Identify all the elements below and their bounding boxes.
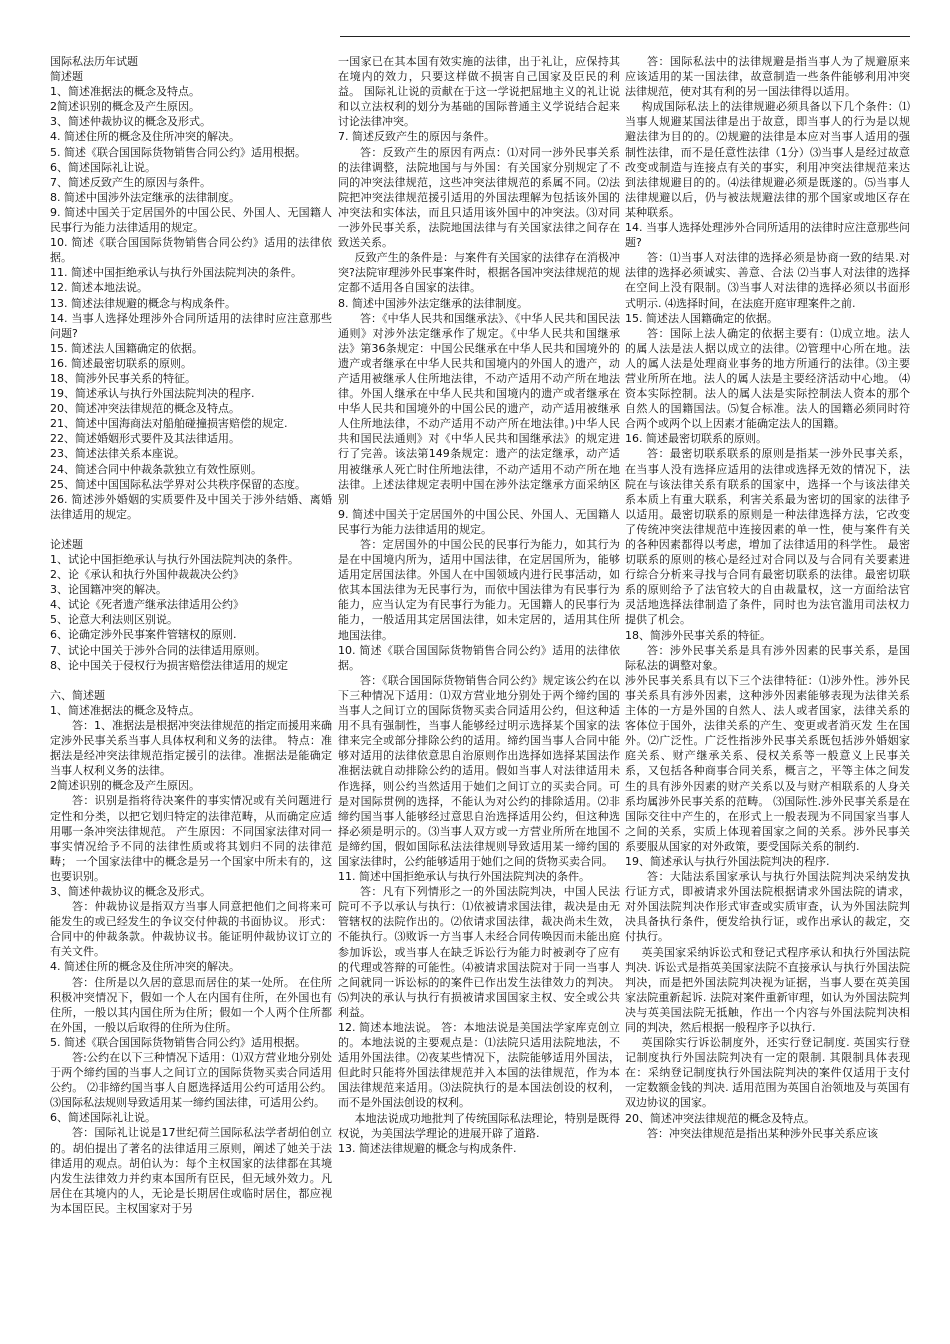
- paragraph: 16. 简述最密切联系的原则。: [50, 356, 192, 370]
- paragraph: 3、简述仲裁协议的概念及形式。: [50, 115, 211, 129]
- paragraph: 8. 简述中国涉外法定继承的法律制度。: [50, 190, 240, 204]
- paragraph: 答：国际上法人确定的依据主要有：⑴成立地。法人的属人法是法人据以成立的法律。⑵管理中心所在地。法人的属人法是处理商业事务的地方所通行的法律。⑶主要营业所所在地。法人的属人法是主要经济活动中心地。 ⑷资本实际控制。法人的属人法是实际控制法人资本的那个自然人的国籍国法。⑸复合标准。法人的国籍必须同时符合两个或两个以上因素才能确定法人的国籍。: [625, 326, 910, 431]
- paragraph: [50, 522, 332, 537]
- column-2: [338, 54, 620, 1322]
- paragraph: 9. 简述中国关于定居国外的中国公民、外国人、无国籍人民事行为能力法律适用的规定。: [338, 507, 620, 536]
- paragraph: 六、简述题: [50, 688, 105, 702]
- paragraph: 22、简述婚姻形式要件及其法律适用。: [50, 432, 240, 446]
- paragraph: 23、简述法律关系本座说。: [50, 447, 185, 461]
- paragraph: 21、简述中国海商法对船舶碰撞损害赔偿的规定.: [50, 417, 288, 431]
- paragraph: 13. 简述法律规避的概念与构成条件。: [50, 296, 236, 310]
- paragraph: 11. 简述中国拒绝承认与执行外国法院判决的条件。: [50, 266, 302, 280]
- paragraph: 构成国际私法上的法律规避必须具备以下几个条件：⑴当事人规避某国法律是出于故意，即当事人的行为是以规避法律为目的的。⑵规避的法律是本应对当事人适用的强制性法律，而不是任意性法律（1分）⑶当事人是经过故意改变或制造与连接点有关的事实，利用冲突法律规范来达到法律规避目的的。⑷法律规避必须是既遂的。⑸当事人法律规避以后，仍与被法规避法律的那个国家或地区存在某种联系。: [625, 100, 910, 219]
- paragraph: 8、论中国关于侵权行为损害赔偿法律适用的规定: [50, 658, 288, 672]
- paragraph: 11. 简述中国拒绝承认与执行外国法院判决的条件。: [338, 870, 590, 884]
- paragraph: 5、论意大利法则区别说。: [50, 613, 178, 627]
- paragraph: 答：1、准据法是根据冲突法律规范的指定而援用来确定涉外民事关系当事人具体权利和义务的法律。 特点：准据法是经冲突法律规范指定援引的法律。准据法是能确定当事人权利义务的法律。: [50, 718, 332, 778]
- paragraph: 16. 简述最密切联系的原则。: [625, 432, 767, 446]
- paragraph: 19、简述承认与执行外国法院判决的程序.: [625, 854, 830, 868]
- paragraph: 答：反致产生的原因有两点：⑴对同一涉外民事关系的法律调整，法院地国与与外国：有关国家分别规定了不同的冲突法律规范，这些冲突法律规范的系属不同。⑵法院把冲突法律规范援引适用的外国法理解为包括该外国的冲突法和实体法，而且只适用该外国中的冲突法。⑶对同一涉外民事关系，法院地国法律与有关国家法律之间存在致送关系。: [338, 145, 620, 250]
- paragraph: 18、简涉外民事关系的特征。: [50, 371, 196, 385]
- paragraph: 10. 简述《联合国国际货物销售合同公约》适用的法律依据。: [338, 643, 620, 672]
- paragraph: 9. 简述中国关于定居国外的中国公民、外国人、无国籍人民事行为能力法律适用的规定。: [50, 205, 332, 235]
- paragraph: 6、论确定涉外民事案件管辖权的原则.: [50, 628, 237, 642]
- paragraph: 6、简述国际礼让说。: [50, 1111, 156, 1125]
- paragraph: 15. 简述法人国籍确定的依据。: [625, 311, 778, 325]
- paragraph: 答：最密切联系联系的原则是指某一涉外民事关系，在当事人没有选择应适用的法律或选择无效的情况下，法院在与该法律关系有联系的国家中，选择一个与该法律关系本质上有重大联系，利害关系最为密切的国家的法律予以适用。最密切联系的原则是一种法律选择方法，它改变了传统冲突法律规范中连接因素的单一性，使与案件有关的各种因素都得以考虑，增加了法律适用的科学性。 最密切联系的原则的核心是经过对合同以及与合同有关要素进行综合分析来寻找与合同有最密切联系的法律。最密切联系的原则给予了法官较大的自由裁量权，这一方面给法官灵活地选择法律制造了条件，同时也为法官滥用司法权力提供了机会。: [625, 447, 910, 627]
- paragraph: 7、试论中国关于涉外合同的法律适用原则。: [50, 643, 266, 657]
- paragraph: 答：《联合国国际货物销售合同公约》规定该公约在以下三种情况下适用：⑴双方营业地分别处于两个缔约国的当事人之间订立的国际货物买卖合同适用公约，但这种适用不具有强制性，当事人能够经过明示选择某个国家的法律来完全或部分排除公约的适用。缔约国当事人合同中能够对适用的法律依意思自治原则作出选择如选择某国法作准据法就自动排除公约的适用。假如当事人对法律适用未作选择，则公约当然适用于她们之间订立的买卖合同。可是对国际贯例的选择，不能认为对公约的排除适用。⑵非缔约国当事人能够经过意思自治选择适用公约，但这种选择必须是明示的。⑶当事人双方或一方营业所所在地国不是缔约国，假如国际私法法律规则导致适用某一缔约国的国家法律时，公约能够适用于她们之间的货物买卖合同。: [338, 673, 620, 868]
- paragraph: 2简述识别的概念及产生原因。: [50, 779, 200, 793]
- paragraph: 3、论国籍冲突的解决。: [50, 583, 167, 597]
- paragraph: 3、简述仲裁协议的概念及形式。: [50, 884, 211, 898]
- paragraph: 答：⑴当事人对法律的选择必须是协商一致的结果.对法律的选择必须诚实、善意、合法 ⑵当事人对法律的选择在空间上没有限制。⑶当事人对法律的选择必须以书面形式明示. ⑷选择时间，在法庭开庭审理案件之前.: [625, 251, 910, 310]
- paragraph: 10. 简述《联合国国际货物销售合同公约》适用的法律依据。: [50, 236, 332, 265]
- paragraph: 反致产生的条件是：与案件有关国家的法律存在消极冲突?法院审理涉外民事案件时，根据各国冲突法律规范的规定都不适用各自国家的法律。: [338, 251, 620, 295]
- paragraph: 涉外民事关系具有以下三个法律特征：⑴涉外性。涉外民事关系具有涉外因素，这种涉外因素能够表现为法律关系主体的一方是外国的自然人、法人或者国家，法律关系的客体位于国外，法律关系的产生、变更或者消灭发 生在国外。⑵广泛性。广泛性指涉外民事关系既包括涉外婚姻家庭关系、财产继承关系、侵权关系等一般意义上民事关系，又包括各种商事合同关系，概言之，平等主体之间发生的具有涉外因素的财产关系以及与财产相联系的人身关系均属涉外民事关系的范畴。 ⑶国际性.涉外民事关系是在国际交往中产生的，在形式上一般表现为不同国家当事人之间的关系，实质上体现着国家之间的关系。涉外民事关系要服从国家的对外政策，要受国际关系的制约.: [625, 673, 910, 853]
- paragraph: 18、简涉外民事关系的特征。: [625, 628, 771, 642]
- paragraph: 19、简述承认与执行外国法院判决的程序.: [50, 387, 255, 401]
- paragraph: 英美国家采纳诉讼式和登记式程序承认和执行外国法院判决. 诉讼式是指英美国家法院不直接承认与执行外国法院判决，而是把外国法院判决视为证据，当事人要在英美国家法院重新起诉. 法院对案件重新审理，如认为外国法院判决与英美国法院无抵触，作出一个内容与外国法院判决相同的判决，然后根据一般程序予以执行.: [625, 945, 910, 1034]
- paragraph: 7、简述反致产生的原因与条件。: [50, 175, 211, 189]
- column-1: [50, 54, 332, 1322]
- paragraph: 答：大陆法系国家承认与执行外国法院判决采纳发执行证方式，即被请求外国法院根据请求外国法院的请求，对外国法院判决作形式审查或实质审查，认为外国法院判决具备执行条件，便发给执行证，或作出承认的裁定，交付执行。: [625, 870, 910, 944]
- paragraph: 4. 简述住所的概念及住所冲突的解决。: [50, 960, 240, 974]
- paragraph: 简述题: [50, 70, 83, 84]
- paragraph: 答：住所是以久居的意思而居住的某一处所。 在住所积极冲突情况下，假如一个人在内国有住所，在外国也有住所，一般以其内国住所为住所；假如一个人两个住所都在外国，一般以后取得的住所为住所。: [50, 975, 332, 1034]
- paragraph: 论述题: [50, 537, 83, 551]
- paragraph: 答：国际私法中的法律规避是指当事人为了规避原来应该适用的某一国法律，故意制造一些条件能够利用冲突法律规范，使对其有利的另一国法律得以适用。: [625, 55, 910, 99]
- paragraph: 答：识别是指将待决案件的事实情况或有关问题进行定性和分类，以把它划归特定的法律范畴，从而确定应适用哪一条冲突法律规范。 产生原因：不同国家法律对同一事实情况给予不同的法律性质或将其划归不同的法律范畴； 一个国家法律中的概念是另一个国家中所未有的，这也要识别。: [50, 794, 332, 883]
- paragraph: 英国除实行诉讼制度外，还实行登记制度. 英国实行登记制度执行外国法院判决有一定的限制. 其限制具体表现在：采纳登记制度执行外国法院判决的案件仅适用于支付一定数额金钱的判决. 适用范围为英国自治领地及与英国有双边协议的国家。: [625, 1036, 910, 1110]
- paragraph: 15. 简述法人国籍确定的依据。: [50, 341, 203, 355]
- paragraph: 4、试论《死者遗产继承法律适用公约》: [50, 598, 244, 612]
- paragraph: 2简述识别的概念及产生原因。: [50, 100, 200, 114]
- paragraph: 4. 简述住所的概念及住所冲突的解决。: [50, 130, 240, 144]
- paragraph: 6、简述国际礼让说。: [50, 160, 156, 174]
- paragraph: 国际私法历年试题: [50, 55, 138, 68]
- paragraph: 26. 简述涉外婚姻的实质要件及中国关于涉外结婚、离婚法律适用的规定。: [50, 492, 332, 521]
- paragraph: 答：凡有下列情形之一的外国法院判决，中国人民法院可不予以承认与执行：⑴依被请求国法律，裁决是由无管辖权的法院作出的。⑵依请求国法律，裁决尚未生效，不能执行。⑶败诉一方当事人未经合同传唤因而未能出庭参加诉讼，或当事人在缺乏诉讼行为能力时被剥夺了应有的代理或答辩的可能性。⑷被请求国法院对于同一当事人之间就同一诉讼标的的案件已作出发生法律效力的判决。⑸判决的承认与执行有损被请求国国家主权、安全或公共利益。: [338, 885, 620, 1019]
- document-page: [50, 32, 910, 1322]
- paragraph: 1、简述准据法的概念及特点。: [50, 85, 200, 99]
- paragraph: 20、简述冲突法律规范的概念及特点。: [625, 1111, 815, 1125]
- paragraph: 24、简述合同中仲裁条款独立有效性原则。: [50, 462, 262, 476]
- paragraph: 答：国际礼让说是17世纪荷兰国际私法学者胡伯创立的。胡伯提出了著名的法律适用三原则，阐述了她关于法律适用的观点。胡伯认为：每个主权国家的法律都在其境内发生法律效力并约束本国所有臣民，但无域外效力。凡居住在其境内的人，无论是长期居住或临时居住，都应视为本国臣民。主权国家对于另: [50, 1126, 332, 1215]
- paragraph: 答：涉外民事关系是具有涉外因素的民事关系，是国际私法的调整对象。: [625, 643, 910, 672]
- paragraph: 本地法说成功地批判了传统国际私法理论，特别是既得权说，为美国法学理论的进展开辟了道路.: [338, 1111, 620, 1140]
- paragraph: 答：仲裁协议是指双方当事人同意把他们之间将来可能发生的或已经发生的争议交付仲裁的书面协议。 形式：合同中的仲裁条款。仲裁协议书。能证明仲裁协议订立的有关文件。: [50, 900, 332, 959]
- paragraph: 2、论《承认和执行外国仲裁裁决公约》: [50, 568, 244, 582]
- paragraph: 12. 简述本地法说。 答：本地法说是美国法学家库克创立的。本地法说的主要观点是：⑴法院只适用法院地法，不适用外国法律。⑵夜某些情况下，法院能够适用外国法，但此时只能将外国法律规范并入本国的法律规范，作为本国法律规范来适用。⑶法院执行的是本国法创设的权利，而不是外国法创设的权利。: [338, 1021, 620, 1110]
- paragraph: 1、试论中国拒绝承认与执行外国法院判决的条件。: [50, 553, 299, 566]
- paragraph: 一国家已在其本国有效实施的法律，出于礼让，应保持其在境内的效力，只要这样做不损害自己国家及臣民的利益。 国际礼让说的贡献在于这一学说把屈地主义的礼让说和以立法权利的划分为基础的国际普通主义学说结合起来讨论法律冲突。: [338, 55, 620, 129]
- paragraph: 5. 简述《联合国国际货物销售合同公约》适用根据。: [50, 145, 306, 159]
- paragraph: 5. 简述《联合国国际货物销售合同公约》适用根据。: [50, 1035, 306, 1049]
- paragraph: 答:公约在以下三种情况下适用：⑴双方营业地分别处于两个缔约国的当事人之间订立的国际货物买卖合同适用公约。 ⑵非缔约国当事人自愿选择适用公约可适用公约。 ⑶国际私法规则导致适用某一缔约国法律，可适用公约。: [50, 1051, 332, 1110]
- paragraph: 14. 当事人选择处理涉外合同所适用的法律时应注意那些问题?: [625, 221, 910, 250]
- paragraph: 13. 简述法律规避的概念与构成条件.: [338, 1141, 517, 1155]
- paragraph: 1、简述准据法的概念及特点。: [50, 703, 200, 717]
- paragraph: 8. 简述中国涉外法定继承的法律制度。: [338, 296, 528, 310]
- paragraph: 答：《中华人民共和国继承法》、《中华人民共和国民法通则》对涉外法定继承作了规定。《中华人民共和国继承法》第36条规定：中国公民继承在中华人民共和国境外的遗产或者继承在中华人民共和国境内的外国人的遗产，动产适用被继承人住所地法律，不动产适用不动产所在地法律。外国人继承在中华人民共和国境内的遗产或者继承在中华人民共和国境外的中国公民的遗产，动产适用被继承人住所地法律，不动产适用不动产所在地法律。)中华人民共和国民法通则》对《中华人民共和国继承法》的规定进行了完善。该法第149条规定：遗产的法定继承，动产适用被继承人死亡时住所地法律，不动产适用不动产所在地法律。上述法律规定表明中国在涉外法定继承方面采纳区别: [338, 311, 620, 506]
- paragraph: 14. 当事人选择处理涉外合同所适用的法律时应注意那些问题?: [50, 311, 332, 340]
- paragraph: [50, 673, 332, 688]
- paragraph: 25、简述中国国际私法学界对公共秩序保留的态度。: [50, 477, 306, 491]
- paragraph: 答：定居国外的中国公民的民事行为能力，如其行为是在中国境内所为，适用中国法律，在定居国所为，能够适用定居国法律。外国人在中国领域内进行民事活动，如依其本国法律为无民事行为，而依中国法律为有民事行为能力，应当认定为有民事行为能力。无国籍人的民事行为能力，一般适用其定居国法律，如未定居的，适用其住所地国法律。: [338, 538, 620, 642]
- paragraph: 7. 简述反致产生的原因与条件。: [338, 130, 495, 144]
- paragraph: 20、简述冲突法律规范的概念及特点。: [50, 402, 240, 416]
- paragraph: 答：冲突法律规范是指出某种涉外民事关系应该: [647, 1126, 878, 1140]
- column-3: [625, 54, 910, 1322]
- paragraph: 12. 简述本地法说。: [50, 281, 148, 295]
